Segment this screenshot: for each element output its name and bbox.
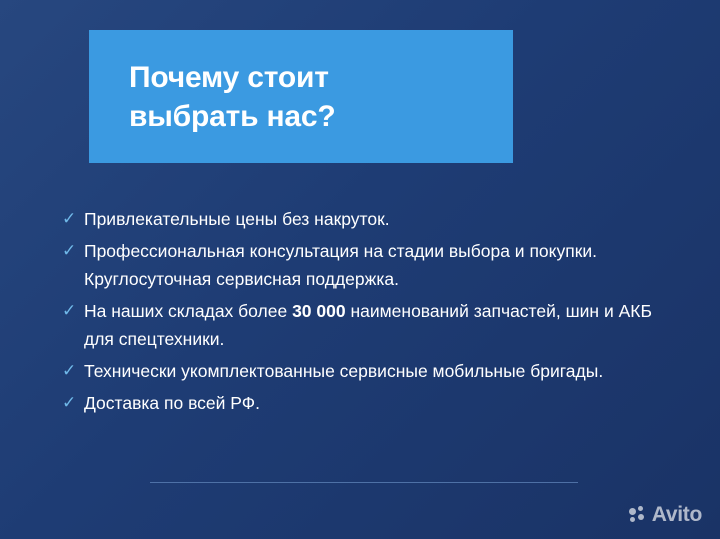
list-item [62,237,662,293]
divider [150,482,578,483]
page-title-line-2: выбрать нас? [129,99,336,133]
list-item [62,297,662,353]
list-item-label: Профессиональная консультация на стадии выбора и покупки. Круглосуточная сервисная поддержка. [84,241,598,289]
check-icon: ✓ [62,241,77,260]
list-item [62,389,662,417]
watermark-label: Avito [651,503,702,526]
check-icon: ✓ [62,301,77,320]
list-item-label: Привлекательные цены без накруток. [84,209,390,229]
avito-dots-icon [629,506,647,524]
list-item [62,205,662,233]
list-item [62,357,662,385]
list-item-label: Доставка по всей РФ. [84,393,260,413]
check-icon: ✓ [62,393,77,412]
page-title-line-1: Почему стоит [129,60,329,94]
check-icon: ✓ [62,209,77,228]
benefits-list [62,205,662,421]
check-icon: ✓ [62,361,77,380]
list-item-label: На наших складах более 30 000 наименований запчастей, шин и АКБ для спецтехники. [84,301,652,349]
title-box [89,30,513,163]
watermark [629,503,702,527]
list-item-label: Технически укомплектованные сервисные мобильные бригады. [84,361,604,381]
